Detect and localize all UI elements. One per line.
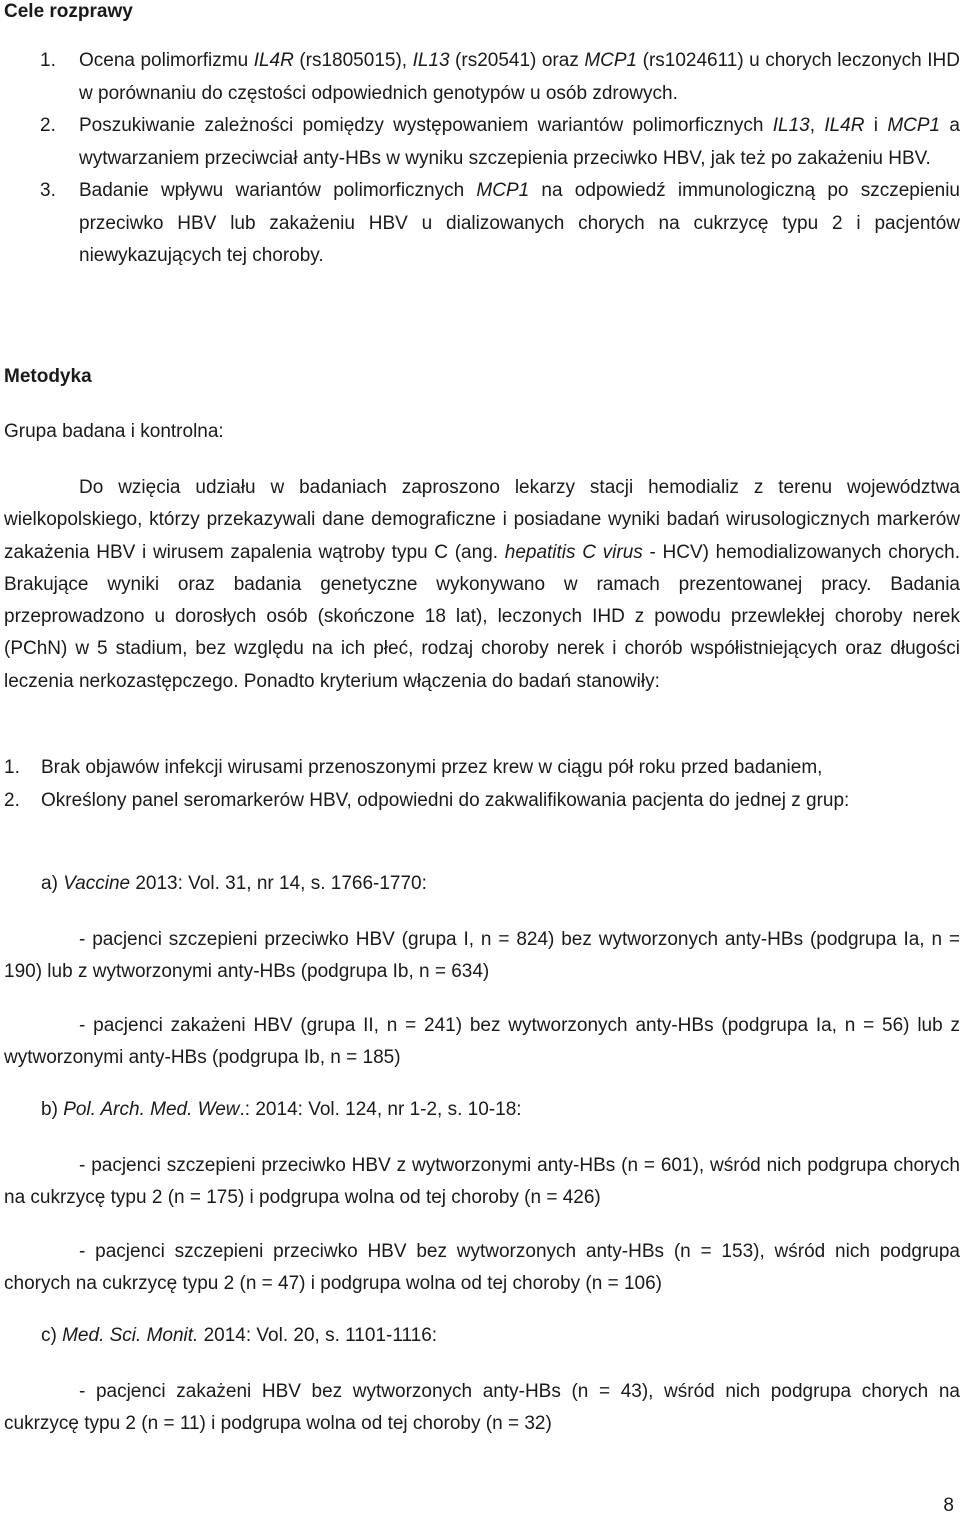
criteria-item [4,752,960,785]
group-description: - pacjenci zakażeni HBV (grupa II, n = 241) bez wytworzonych anty-HBs (podgrupa Ia, n = 56) lub z wytworzonymi anty-HBs (podgrupa Ib, n = 185) [4,1015,960,1069]
gene-name: IL4R [824,115,865,136]
text-run: Badanie wpływu wariantów polimorficznych [79,180,477,201]
section-heading-cele: Cele rozprawy [4,1,133,22]
criteria-item [4,785,960,818]
text-run: - HCV) hemodializowanych chorych. Brakujące wyniki oraz badania genetyczne wykonywano w ramach prezentowanej pracy. Badania przeprowadzono u dorosłych osób (skończone 18 lat), leczonych IHD z powodu przewlekłej choroby nerek (PChN) w 5 stadium, bez względu na ich płeć, rodzaj choroby nerek i chorób współistniejących oraz długości leczenia nerkozastępczego. Ponadto kryterium włączenia do badań stanowiły: [4,541,960,692]
subsection-label: Grupa badana i kontrolna: [4,421,224,442]
text-run: a) [41,873,64,894]
text-run: Ocena polimorfizmu [79,50,254,71]
journal-name: Pol. Arch. Med. Wew [63,1099,240,1120]
criteria-text: Określony panel seromarkerów HBV, odpowiedni do zakwalifikowania pacjenta do jednej z grup: [41,789,850,811]
text-run: , [809,115,825,136]
gene-name: MCP1 [584,50,638,71]
gene-name: MCP1 [476,180,530,201]
goal-item [4,110,960,175]
term-italic: hepatitis C virus [504,541,643,563]
text-run: b) [41,1099,64,1120]
text-run: c) [41,1325,63,1346]
group-description: - pacjenci szczepieni przeciwko HBV bez wytworzonych anty-HBs (n = 153), wśród nich podgrupa chorych na cukrzycę typu 2 (n = 47) i podgrupa wolna od tej choroby (n = 106) [4,1241,960,1295]
criteria-list [4,752,960,817]
criteria-number: 2. [4,789,20,811]
text-run: (rs1805015), [293,50,413,71]
text-run: a wytwarzaniem przeciwciał anty-HBs w wyniku szczepienia przeciwko HBV, jak też po zakażeniu HBV. [79,115,960,169]
group-description: - pacjenci szczepieni przeciwko HBV z wytworzonymi anty-HBs (n = 601), wśród nich podgrupa chorych na cukrzycę typu 2 (n = 175) i podgrupa wolna od tej choroby (n = 426) [4,1155,960,1209]
text-run: (rs20541) oraz [449,50,585,71]
group-description: - pacjenci szczepieni przeciwko HBV (grupa I, n = 824) bez wytworzonych anty-HBs (podgrupa Ia, n = 190) lub z wytworzonymi anty-HBs (podgrupa Ib, n = 634) [4,929,960,983]
source-label [41,1099,522,1121]
text-run: (rs1024611) u chorych leczonych IHD w porównaniu do częstości odpowiednich genotypów u osób zdrowych. [79,50,960,104]
text-run: 2013: Vol. 31, nr 14, s. 1766-1770: [130,873,427,894]
gene-name: IL13 [772,115,810,136]
text-run: .: 2014: Vol. 124, nr 1-2, s. 10-18: [239,1099,522,1120]
goal-item [4,175,960,273]
text-run: na odpowiedź immunologiczną po szczepieniu przeciwko HBV lub zakażeniu HBV u dializowanych chorych na cukrzycę typu 2 i pacjentów niewykazujących tej choroby. [79,180,960,266]
journal-name: Vaccine [63,873,131,894]
intro-paragraph [4,472,960,698]
criteria-number: 1. [4,757,20,778]
gene-name: MCP1 [887,115,941,136]
goal-number: 3. [40,180,56,201]
page-number: 8 [943,1495,954,1516]
goal-number: 1. [40,50,56,71]
source-label [41,873,427,895]
group-description: - pacjenci zakażeni HBV bez wytworzonych anty-HBs (n = 43), wśród nich podgrupa chorych na cukrzycę typu 2 (n = 11) i podgrupa wolna od tej choroby (n = 32) [4,1381,960,1435]
text-run: Poszukiwanie zależności pomiędzy występowaniem wariantów polimorficznych [79,115,773,136]
text-run: Do wzięcia udziału w badaniach zaproszono lekarzy stacji hemodializ z terenu województwa wielkopolskiego, którzy przekazywali dane demograficzne i posiadane wyniki badań wirusologicznych markerów zakażenia HBV i wirusem zapalenia wątroby typu C (ang. [4,477,960,563]
section-heading-metodyka: Metodyka [4,366,92,387]
criteria-text: Brak objawów infekcji wirusami przenoszonymi przez krew w ciągu pół roku przed badaniem, [41,757,823,778]
journal-name: Med. Sci. Monit. [62,1325,199,1346]
gene-name: IL13 [412,50,450,71]
goals-list [4,45,960,273]
gene-name: IL4R [253,50,294,71]
text-run: 2014: Vol. 20, s. 1101-1116: [198,1325,438,1346]
text-run: i [864,115,888,136]
goal-item [4,45,960,110]
source-label [41,1325,437,1347]
goal-number: 2. [40,115,56,136]
